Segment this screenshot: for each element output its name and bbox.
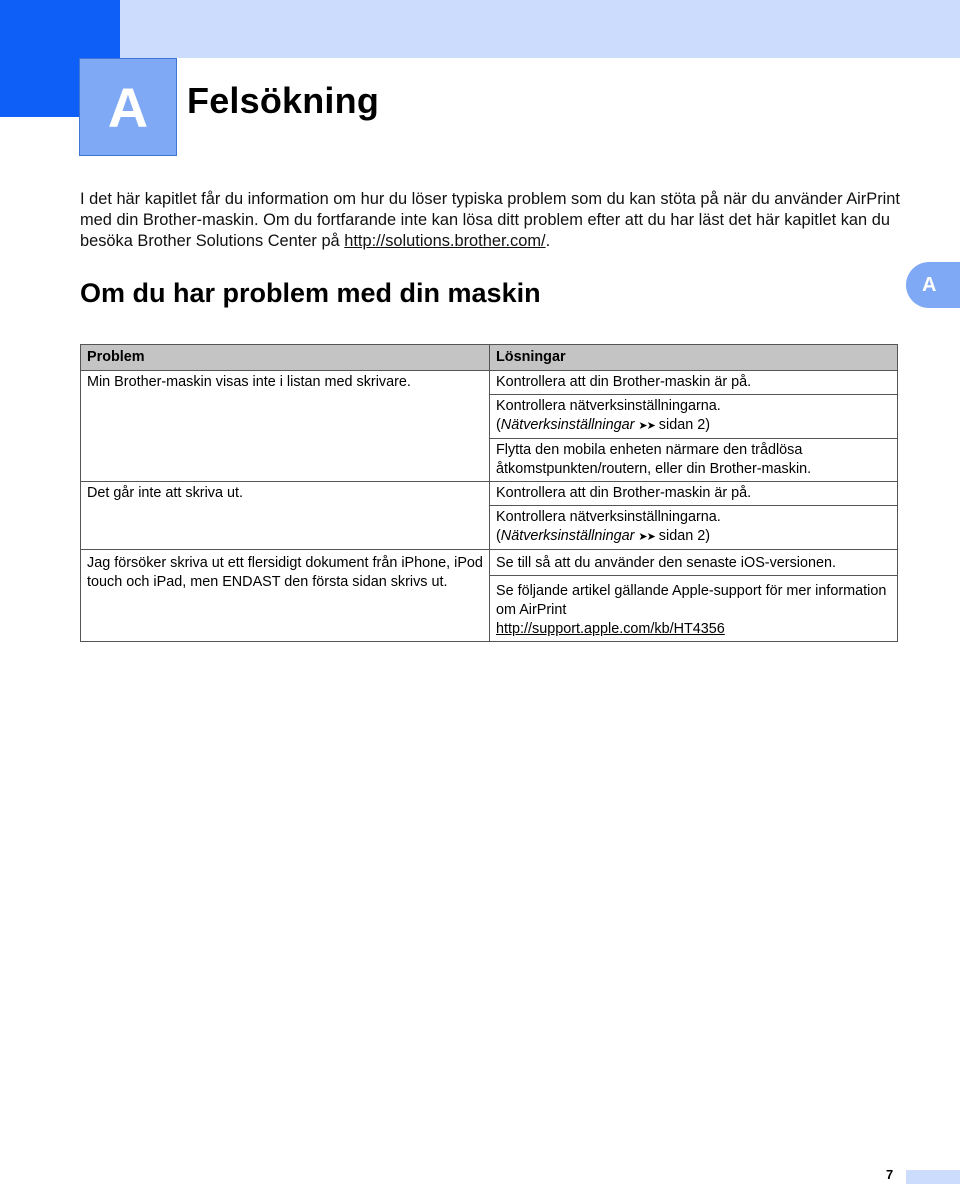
intro-text: I det här kapitlet får du information om hur du löser typiska problem som du kan stöta på när du använder AirPrint med din Brother-maskin. Om du fortfarande inte kan lösa ditt problem efter att du har läst det här kapitlet kan du besöka Brother Solutions Center på [80, 190, 900, 250]
solution-cell [490, 395, 898, 439]
solution-cell [490, 576, 898, 642]
double-arrow-icon: ➤➤ [638, 531, 655, 543]
problem-cell: Jag försöker skriva ut ett flersidigt dokument från iPhone, iPod touch och iPad, men ENDAST den första sidan skrivs ut. [81, 550, 490, 642]
troubleshooting-table [80, 344, 898, 642]
problem-cell: Det går inte att skriva ut. [81, 482, 490, 550]
page-number: 7 [886, 1167, 894, 1182]
network-settings-ref: Nätverksinställningar [500, 417, 635, 433]
header-solutions: Lösningar [490, 345, 898, 371]
apple-support-link[interactable]: http://support.apple.com/kb/HT4356 [496, 621, 725, 637]
chapter-letter-box [79, 58, 177, 156]
table-row [81, 371, 898, 395]
intro-end: . [545, 232, 551, 250]
solution-text: Se följande artikel gällande Apple-support för mer information om AirPrint [496, 583, 887, 618]
ref-open: ( [496, 528, 501, 544]
network-settings-ref: Nätverksinställningar [500, 528, 635, 544]
intro-paragraph [80, 189, 900, 252]
table-row [81, 482, 898, 506]
header-problem: Problem [81, 345, 490, 371]
solution-cell: Se till så att du använder den senaste iOS-versionen. [490, 550, 898, 576]
section-title: Om du har problem med din maskin [80, 278, 541, 308]
solution-text: Kontrollera nätverksinställningarna. [496, 509, 721, 525]
footer-bar [906, 1170, 960, 1184]
ref-open: ( [496, 417, 501, 433]
solution-cell [490, 506, 898, 550]
problem-cell: Min Brother-maskin visas inte i listan med skrivare. [81, 371, 490, 482]
solution-text: Kontrollera nätverksinställningarna. [496, 398, 721, 414]
side-tab-letter: A [922, 274, 937, 296]
solutions-center-link[interactable]: http://solutions.brother.com/ [344, 232, 546, 250]
solution-cell: Kontrollera att din Brother-maskin är på. [490, 482, 898, 506]
table-header-row [81, 345, 898, 371]
solution-cell: Flytta den mobila enheten närmare den trådlösa åtkomstpunkten/routern, eller din Brother-maskin. [490, 439, 898, 482]
table-row [81, 550, 898, 576]
double-arrow-icon: ➤➤ [638, 420, 655, 432]
ref-page: sidan 2) [654, 417, 711, 433]
solution-cell: Kontrollera att din Brother-maskin är på. [490, 371, 898, 395]
chapter-side-tab [906, 262, 960, 308]
chapter-letter: A [107, 75, 149, 139]
ref-page: sidan 2) [654, 528, 711, 544]
chapter-title: Felsökning [187, 80, 380, 121]
header-light-band [120, 0, 960, 58]
